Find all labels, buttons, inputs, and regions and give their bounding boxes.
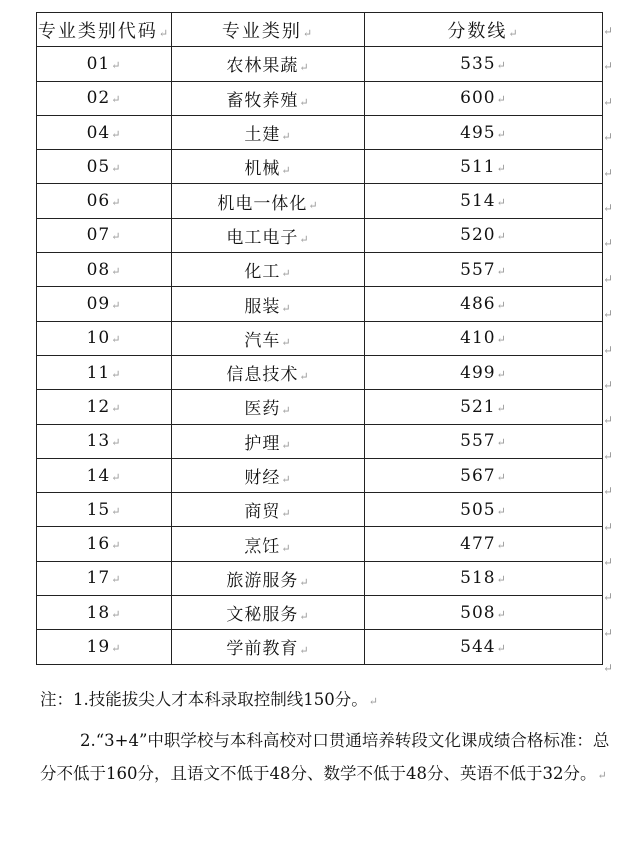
score-cell: 514↵	[365, 184, 603, 218]
table-row	[37, 493, 603, 527]
paragraph-mark-icon: ↵	[111, 127, 122, 141]
row-end-mark-icon: ↵	[603, 378, 614, 392]
table-row	[37, 424, 603, 458]
code-cell: 15↵	[37, 493, 172, 527]
score-cell: 518↵	[365, 561, 603, 595]
note-2: 2.“3+4”中职学校与本科高校对口贯通培养转段文化课成绩合格标准：总分不低于160分，且语文不低于48分、数学不低于48分、英语不低于32分。↵	[40, 731, 610, 783]
category-cell: 服装↵	[172, 287, 365, 321]
paragraph-mark-icon: ↵	[496, 641, 507, 655]
table-row	[37, 253, 603, 287]
paragraph-mark-icon: ↵	[281, 130, 292, 144]
notes-section	[40, 683, 610, 792]
score-cell: 505↵	[365, 493, 603, 527]
paragraph-mark-icon: ↵	[496, 58, 507, 72]
paragraph-mark-icon: ↵	[308, 198, 319, 212]
code-cell: 07↵	[37, 218, 172, 252]
score-cell: 557↵	[365, 253, 603, 287]
table-row	[37, 596, 603, 630]
row-end-mark-icon: ↵	[603, 484, 614, 499]
table-row	[37, 287, 603, 321]
table-row	[37, 561, 603, 595]
paragraph-mark-icon: ↵	[111, 230, 122, 244]
header-cell: 专业类别↵	[172, 13, 365, 47]
paragraph-mark-icon: ↵	[111, 299, 122, 313]
row-end-mark-icon: ↵	[603, 94, 614, 109]
row-end-mark-icon: ↵	[603, 201, 614, 215]
score-cell: 499↵	[365, 355, 603, 389]
score-cell: 511↵	[365, 150, 603, 184]
paragraph-mark-icon: ↵	[111, 436, 122, 450]
score-cell: 567↵	[365, 458, 603, 492]
category-cell: 机械↵	[172, 150, 365, 184]
row-end-mark-icon: ↵	[603, 130, 614, 145]
table-row	[37, 115, 603, 149]
paragraph-mark-icon: ↵	[496, 401, 507, 415]
row-end-mark-icon: ↵	[603, 448, 614, 463]
paragraph-mark-icon: ↵	[368, 695, 378, 708]
table-row	[37, 527, 603, 561]
paragraph-mark-icon: ↵	[111, 641, 122, 655]
code-cell: 09↵	[37, 287, 172, 321]
paragraph-mark-icon: ↵	[158, 26, 171, 40]
table-row	[37, 47, 603, 81]
paragraph-mark-icon: ↵	[496, 573, 507, 587]
table-body	[37, 47, 603, 664]
paragraph-mark-icon: ↵	[299, 575, 310, 589]
row-end-mark-icon: ↵	[603, 236, 614, 251]
paragraph-mark-icon: ↵	[508, 26, 520, 40]
score-cell: 495↵	[365, 115, 603, 149]
paragraph-mark-icon: ↵	[496, 264, 507, 278]
category-cell: 旅游服务↵	[172, 561, 365, 595]
paragraph-mark-icon: ↵	[281, 335, 292, 349]
score-cell: 410↵	[365, 321, 603, 355]
paragraph-mark-icon: ↵	[299, 644, 310, 658]
paragraph-mark-icon: ↵	[111, 539, 122, 553]
row-end-mark-icon: ↵	[603, 519, 614, 534]
row-end-mark-icon: ↵	[603, 342, 614, 357]
code-cell: 05↵	[37, 150, 172, 184]
score-cell: 557↵	[365, 424, 603, 458]
code-cell: 11↵	[37, 355, 172, 389]
table-row	[37, 321, 603, 355]
category-cell: 信息技术↵	[172, 355, 365, 389]
paragraph-mark-icon: ↵	[496, 504, 507, 518]
paragraph-mark-icon: ↵	[281, 473, 292, 486]
paragraph-mark-icon: ↵	[496, 161, 507, 175]
paragraph-mark-icon: ↵	[281, 301, 292, 315]
code-cell: 06↵	[37, 184, 172, 218]
score-cell: 477↵	[365, 527, 603, 561]
category-cell: 护理↵	[172, 424, 365, 458]
header-cell: 分数线↵	[365, 13, 603, 47]
paragraph-mark-icon: ↵	[111, 93, 122, 107]
paragraph-mark-icon: ↵	[496, 436, 507, 450]
table-row	[37, 150, 603, 184]
paragraph-mark-icon: ↵	[299, 232, 310, 246]
score-cell: 521↵	[365, 390, 603, 424]
category-cell: 商贸↵	[172, 493, 365, 527]
score-cell: 535↵	[365, 47, 603, 81]
paragraph-mark-icon: ↵	[281, 438, 292, 452]
table-row	[37, 630, 603, 664]
paragraph-mark-icon: ↵	[111, 573, 122, 587]
table-row	[37, 355, 603, 389]
code-cell: 14↵	[37, 458, 172, 492]
table-row	[37, 184, 603, 218]
score-cell: 544↵	[365, 630, 603, 664]
code-cell: 19↵	[37, 630, 172, 664]
paragraph-mark-icon: ↵	[111, 264, 122, 278]
code-cell: 10↵	[37, 321, 172, 355]
paragraph-mark-icon: ↵	[496, 230, 507, 244]
table-row	[37, 218, 603, 252]
paragraph-mark-icon: ↵	[281, 404, 292, 418]
paragraph-mark-icon: ↵	[281, 507, 292, 521]
paragraph-mark-icon: ↵	[302, 26, 315, 40]
paragraph-mark-icon: ↵	[111, 196, 122, 210]
category-cell: 文秘服务↵	[172, 596, 365, 630]
code-cell: 13↵	[37, 424, 172, 458]
code-cell: 18↵	[37, 596, 172, 630]
paragraph-mark-icon: ↵	[299, 61, 310, 75]
category-cell: 化工↵	[172, 253, 365, 287]
table-row	[37, 81, 603, 115]
row-end-mark-icon: ↵	[603, 59, 614, 74]
category-cell: 农林果蔬↵	[172, 47, 365, 81]
row-end-mark-icon: ↵	[603, 271, 614, 286]
score-cell: 486↵	[365, 287, 603, 321]
row-end-mark-icon: ↵	[603, 661, 614, 676]
code-cell: 08↵	[37, 253, 172, 287]
paragraph-mark-icon: ↵	[111, 470, 122, 484]
category-cell: 畜牧养殖↵	[172, 81, 365, 115]
row-end-mark-icon: ↵	[603, 555, 614, 569]
paragraph-mark-icon: ↵	[496, 93, 507, 107]
paragraph-mark-icon: ↵	[299, 95, 310, 109]
score-cell: 520↵	[365, 218, 603, 252]
code-cell: 04↵	[37, 115, 172, 149]
category-cell: 烹饪↵	[172, 527, 365, 561]
row-end-mark-icon: ↵	[603, 307, 614, 322]
code-cell: 02↵	[37, 81, 172, 115]
table-header-row	[37, 13, 603, 47]
category-cell: 土建↵	[172, 115, 365, 149]
code-cell: 17↵	[37, 561, 172, 595]
score-cell: 508↵	[365, 596, 603, 630]
paragraph-mark-icon: ↵	[111, 504, 122, 518]
category-cell: 医药↵	[172, 390, 365, 424]
paragraph-mark-icon: ↵	[597, 769, 607, 782]
code-cell: 01↵	[37, 47, 172, 81]
table-row	[37, 390, 603, 424]
row-end-mark-icon: ↵	[603, 165, 614, 180]
code-cell: 12↵	[37, 390, 172, 424]
paragraph-mark-icon: ↵	[496, 196, 507, 210]
paragraph-mark-icon: ↵	[299, 370, 310, 384]
paragraph-mark-icon: ↵	[111, 367, 122, 381]
score-cell: 600↵	[365, 81, 603, 115]
paragraph-mark-icon: ↵	[496, 367, 507, 381]
category-cell: 机电一体化↵	[172, 184, 365, 218]
paragraph-mark-icon: ↵	[496, 299, 507, 313]
paragraph-mark-icon: ↵	[496, 470, 507, 484]
paragraph-mark-icon: ↵	[111, 401, 122, 415]
paragraph-mark-icon: ↵	[111, 58, 122, 72]
paragraph-mark-icon: ↵	[299, 610, 310, 624]
paragraph-mark-icon: ↵	[111, 607, 122, 621]
paragraph-mark-icon: ↵	[281, 267, 292, 281]
header-cell: 专业类别代码↵	[37, 13, 172, 47]
paragraph-mark-icon: ↵	[496, 607, 507, 621]
paragraph-mark-icon: ↵	[111, 161, 122, 175]
score-table	[36, 12, 603, 665]
paragraph-mark-icon: ↵	[496, 333, 507, 347]
row-end-mark-icon: ↵	[603, 413, 614, 428]
category-cell: 财经↵	[172, 458, 365, 492]
row-end-mark-icon: ↵	[603, 590, 614, 605]
code-cell: 16↵	[37, 527, 172, 561]
paragraph-mark-icon: ↵	[496, 539, 507, 553]
row-end-mark-icon: ↵	[603, 24, 614, 38]
table-row	[37, 458, 603, 492]
category-cell: 汽车↵	[172, 321, 365, 355]
row-end-mark-icon: ↵	[603, 625, 614, 640]
paragraph-mark-icon: ↵	[281, 164, 292, 178]
category-cell: 电工电子↵	[172, 218, 365, 252]
category-cell: 学前教育↵	[172, 630, 365, 664]
paragraph-mark-icon: ↵	[281, 541, 292, 555]
paragraph-mark-icon: ↵	[111, 333, 122, 347]
paragraph-mark-icon: ↵	[496, 127, 507, 141]
note-1: 注：1.技能拔尖人才本科录取控制线150分。↵	[40, 690, 378, 709]
